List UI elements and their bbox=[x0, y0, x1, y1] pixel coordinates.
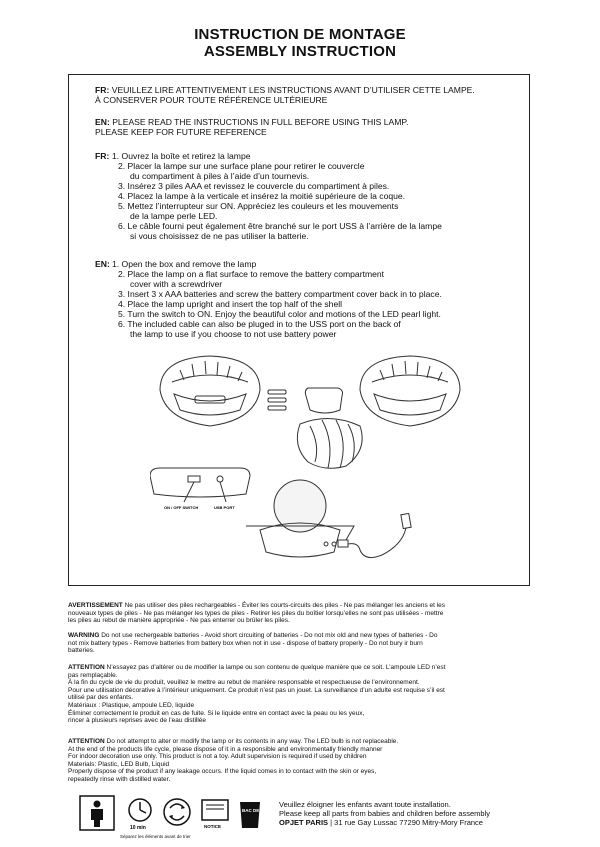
attention-fr-line6: Matériaux : Plastique, ampoule LED, liquide bbox=[68, 701, 195, 709]
intro-fr bbox=[95, 86, 475, 105]
intro-en bbox=[95, 118, 408, 137]
avertissement-line3: les piles au rebut de manière appropriée - Ne pas enterrer ou brûler les piles. bbox=[68, 617, 290, 625]
shell-top-illustration bbox=[297, 418, 362, 468]
attention-en-line3: For indoor decoration use only. This product is not a toy. Adult supervision is required if used by children bbox=[68, 753, 367, 761]
step-fr-6b: si vous choisissez de ne pas utiliser la batterie. bbox=[130, 231, 309, 241]
attention-fr-line2: pas remplaçable. bbox=[68, 671, 118, 679]
avertissement-block bbox=[68, 602, 445, 625]
person-icon bbox=[80, 796, 114, 830]
sort-caption: Séparez les éléments avant de trier bbox=[120, 834, 191, 839]
attention-fr-line7: Éliminer correctement le produit en cas de fuite. Si le liquide entre en contact avec la peau ou les yeux, bbox=[68, 709, 365, 717]
attention-en-line5: Properly dispose of the product if any leakage occurs. If the liquid comes in to contact with the skin or eyes, bbox=[68, 768, 377, 776]
avertissement-line1: Ne pas utiliser des piles rechargeables - Éviter les courts-circuits des piles - Ne pas mélanger les anciens et les bbox=[124, 602, 446, 609]
intro-fr-label: FR: bbox=[95, 85, 110, 95]
step-en-4: 4. Place the lamp upright and insert the top half of the shell bbox=[118, 299, 343, 309]
warning-block bbox=[68, 632, 437, 655]
timer-icon bbox=[129, 799, 151, 831]
intro-en-label: EN: bbox=[95, 117, 110, 127]
notice-label: NOTICE bbox=[204, 824, 222, 829]
step-fr-4: 4. Placez la lampe à la verticale et insérez la moitié supérieure de la coque. bbox=[118, 191, 406, 201]
step-fr-2b: du compartiment à piles à l’aide d’un tournevis. bbox=[130, 171, 310, 181]
recycle-icon bbox=[164, 799, 190, 825]
step-fr-5b: de la lampe perle LED. bbox=[130, 211, 218, 221]
avertissement-label: AVERTISSEMENT bbox=[68, 602, 123, 609]
warning-line3: batteries. bbox=[68, 647, 95, 655]
title-en: ASSEMBLY INSTRUCTION bbox=[203, 43, 397, 60]
attention-en-line4: Materials: Plastic, LED Bulb, Liquid bbox=[68, 760, 170, 768]
intro-fr-line2: À CONSERVER POUR TOUTE RÉFÉRENCE ULTÉRIEURE bbox=[95, 94, 328, 105]
notice-icon bbox=[202, 800, 228, 829]
step-en-1: 1. Open the box and remove the lamp bbox=[112, 259, 257, 269]
batteries-illustration bbox=[268, 390, 286, 410]
step-en-3: 3. Insert 3 x AAA batteries and screw the battery compartment cover back in to place. bbox=[118, 289, 442, 299]
bin-label: BAC DE TRI bbox=[242, 808, 268, 813]
warning-line1: Do not use rechergeable batteries - Avoid short circuiting of batteries - Do not mix old and new types of batteries - Do bbox=[101, 632, 438, 639]
attention-en-line2: At the end of the products life cycle, please dispose of it in a responsible and environmentally friendly manner bbox=[68, 745, 383, 753]
steps-fr-label: FR: bbox=[95, 151, 110, 161]
footer-address: | 31 rue Gay Lussac 77290 Mitry-Mory France bbox=[330, 818, 483, 827]
step-fr-5: 5. Mettez l’interrupteur sur ON. Appréciez les couleurs et les mouvements bbox=[118, 201, 399, 211]
battery-cover-illustration bbox=[305, 388, 342, 413]
attention-fr-block bbox=[68, 664, 445, 725]
step-fr-3: 3. Insérez 3 piles AAA et revissez le couvercle du compartiment à piles. bbox=[118, 181, 390, 191]
avertissement-line2: nouveaux types de piles - Ne pas mélanger les types de piles - Retirer les piles du boîtier lorsqu’elles ne sont pas utilisées - mettre bbox=[68, 609, 444, 617]
attention-en-block bbox=[68, 738, 398, 784]
step-en-6: 6. The included cable can also be pluged in to the USS port on the back of bbox=[118, 319, 401, 329]
step-en-5: 5. Turn the switch to ON. Enjoy the beautiful color and motions of the LED pearl light. bbox=[118, 309, 441, 319]
intro-en-line2: PLEASE KEEP FOR FUTURE REFERENCE bbox=[95, 126, 267, 137]
attention-fr-line1: N’essayez pas d’altérer ou de modifier la lampe ou son contenu de quelque manière que ce soit. L’ampoule LED n’est bbox=[106, 664, 446, 671]
step-en-6b: the lamp to use if you choose to not use battery power bbox=[130, 329, 337, 339]
step-fr-6: 6. Le câble fourni peut également être branché sur le port USS à l’arrière de la lampe bbox=[118, 221, 442, 231]
attention-fr-line8: rincer à plusieurs reprises avec de l’eau distillée bbox=[68, 717, 207, 725]
attention-en-line6: repeatedly rinse with distilled water. bbox=[68, 775, 171, 783]
intro-en-line1: PLEASE READ THE INSTRUCTIONS IN FULL BEFORE USING THIS LAMP. bbox=[112, 117, 409, 127]
shell-base-open-right-illustration bbox=[360, 356, 460, 426]
timer-label: 10 min bbox=[130, 825, 146, 831]
usb-label: USB PORT bbox=[214, 505, 235, 510]
title-fr: INSTRUCTION DE MONTAGE bbox=[194, 26, 406, 43]
sorting-bin-icon bbox=[240, 802, 268, 828]
footer-text bbox=[279, 800, 490, 827]
footer-line-fr: Veuillez éloigner les enfants avant toute installation. bbox=[279, 800, 451, 809]
footer-line-en: Please keep all parts from babies and children before assembly bbox=[279, 809, 490, 818]
attention-fr-line5: utilisé par des enfants. bbox=[68, 694, 134, 702]
step-en-2b: cover with a screwdriver bbox=[130, 279, 223, 289]
intro-fr-line1: VEUILLEZ LIRE ATTENTIVEMENT LES INSTRUCTIONS AVANT D’UTILISER CETTE LAMPE. bbox=[111, 85, 475, 95]
attention-fr-label: ATTENTION bbox=[68, 664, 105, 671]
switch-label: ON / OFF SWITCH bbox=[164, 505, 199, 510]
step-fr-1: 1. Ouvrez la boîte et retirez la lampe bbox=[112, 151, 251, 161]
step-fr-2: 2. Placer la lampe sur une surface plane pour retirer le couvercle bbox=[118, 161, 365, 171]
step-en-2: 2. Place the lamp on a flat surface to remove the battery compartment bbox=[118, 269, 385, 279]
attention-fr-line3: À la fin du cycle de vie du produit, veuillez le mettre au rebut de manière responsable et respectueuse de l’environnement. bbox=[68, 679, 420, 687]
attention-en-label: ATTENTION bbox=[68, 738, 105, 745]
attention-en-line1: Do not attempt to alter or modify the lamp or its contents in any way. The LED bulb is not replaceable. bbox=[106, 738, 399, 745]
warning-label: WARNING bbox=[68, 632, 100, 639]
lamp-base-side-illustration bbox=[150, 468, 250, 502]
attention-fr-line4: Pour une utilisation décorative à l’intérieur uniquement. Ce produit n’est pas un jouet. La surveillance d’un adulte est requise s’il est bbox=[68, 686, 445, 694]
footer-brand: OPJET PARIS bbox=[279, 818, 329, 827]
shell-base-open-left-illustration bbox=[160, 356, 260, 426]
steps-en-label: EN: bbox=[95, 259, 110, 269]
assembly-diagram bbox=[150, 350, 470, 578]
warning-line2: not mix battery types - Remove batteries from battery box when not in use - dispose of battery properly - Do not bury ir burn bbox=[68, 639, 423, 647]
